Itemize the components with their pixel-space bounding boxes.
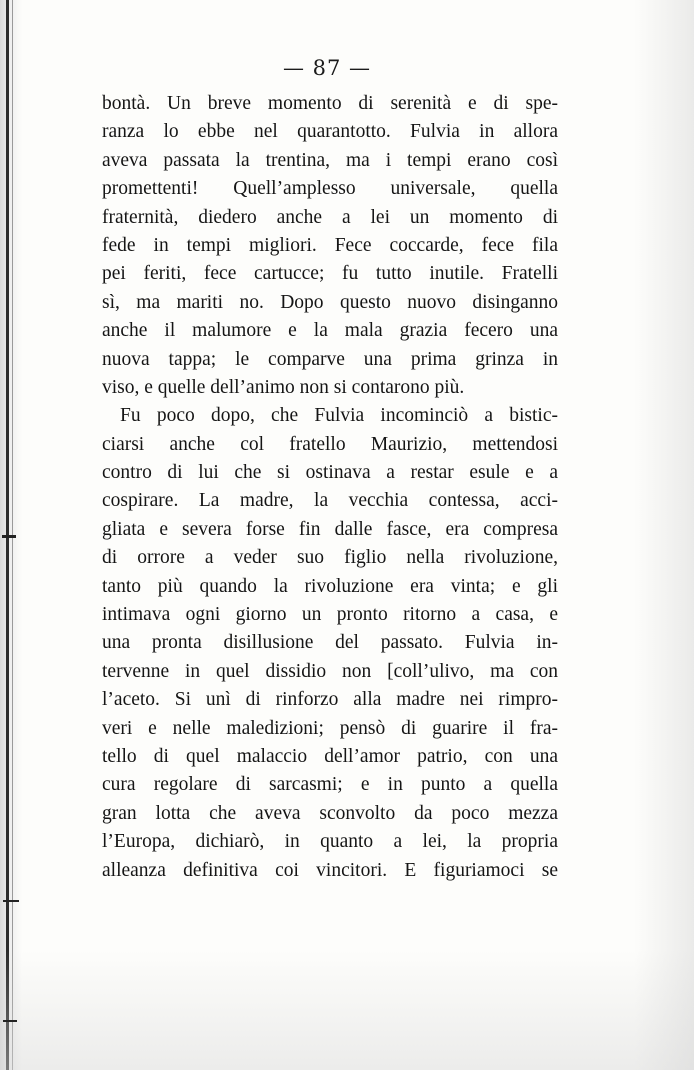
binding-mark [2, 535, 16, 538]
text-line: ranza lo ebbe nel quarantotto. Fulvia in allora [102, 121, 558, 143]
text-line: tervenne in quel dissidio non [coll’ulivo, ma con [102, 660, 558, 682]
text-line: promettenti! Quell’amplesso universale, quella [102, 178, 558, 200]
text-line: ciarsi anche col fratello Maurizio, mettendosi [102, 433, 558, 455]
paragraph-1 [102, 90, 558, 402]
text-line: alleanza definitiva coi vincitori. E figuriamoci se [102, 859, 558, 881]
text-line: anche il malumore e la mala grazia fecero una [102, 320, 558, 342]
text-line: nuova tappa; le comparve una prima grinza in [102, 348, 558, 370]
text-line: l’aceto. Si unì di rinforzo alla madre nei rimpro- [102, 689, 558, 711]
text-line: gliata e severa forse fin dalle fasce, era compresa [102, 518, 558, 540]
text-line: veri e nelle maledizioni; pensò di guarire il fra- [102, 717, 558, 739]
binding-mark [3, 900, 19, 902]
text-line: tello di quel malaccio dell’amor patrio, con una [102, 745, 558, 767]
text-line: di orrore a veder suo figlio nella rivoluzione, [102, 547, 558, 569]
text-line: pei feriti, fece cartucce; fu tutto inutile. Fratelli [102, 263, 558, 285]
text-line: sì, ma mariti no. Dopo questo nuovo disinganno [102, 291, 558, 313]
body-text [102, 90, 558, 885]
text-line: cospirare. La madre, la vecchia contessa, acci- [102, 490, 558, 512]
page-bottom-shadow [0, 950, 694, 1070]
text-line: viso, e quelle dell’animo non si contarono più. [102, 376, 465, 398]
text-line: bontà. Un breve momento di serenità e di spe- [102, 93, 558, 114]
text-line: fede in tempi migliori. Fece coccarde, fece fila [102, 234, 558, 256]
binding-mark [3, 1020, 17, 1022]
page-number: — 87 — [282, 56, 372, 80]
text-line: una pronta disillusione del passato. Fulvia in- [102, 632, 558, 654]
paragraph-2 [102, 402, 558, 885]
text-line: fraternità, diedero anche a lei un momento di [102, 206, 558, 228]
text-line: l’Europa, dichiarò, in quanto a lei, la propria [102, 831, 558, 853]
text-line: gran lotta che aveva sconvolto da poco mezza [102, 802, 558, 824]
text-line: contro di lui che si ostinava a restar esule e a [102, 462, 558, 484]
text-line: cura regolare di sarcasmi; e in punto a quella [102, 774, 558, 796]
text-line: tanto più quando la rivoluzione era vinta; e gli [102, 575, 558, 597]
text-line: intimava ogni giorno un pronto ritorno a casa, e [102, 604, 558, 626]
page-edge-shadow [634, 0, 694, 1070]
text-line: Fu poco dopo, che Fulvia incominciò a bistic- [120, 405, 558, 427]
text-line: aveva passata la trentina, ma i tempi erano così [102, 149, 558, 171]
